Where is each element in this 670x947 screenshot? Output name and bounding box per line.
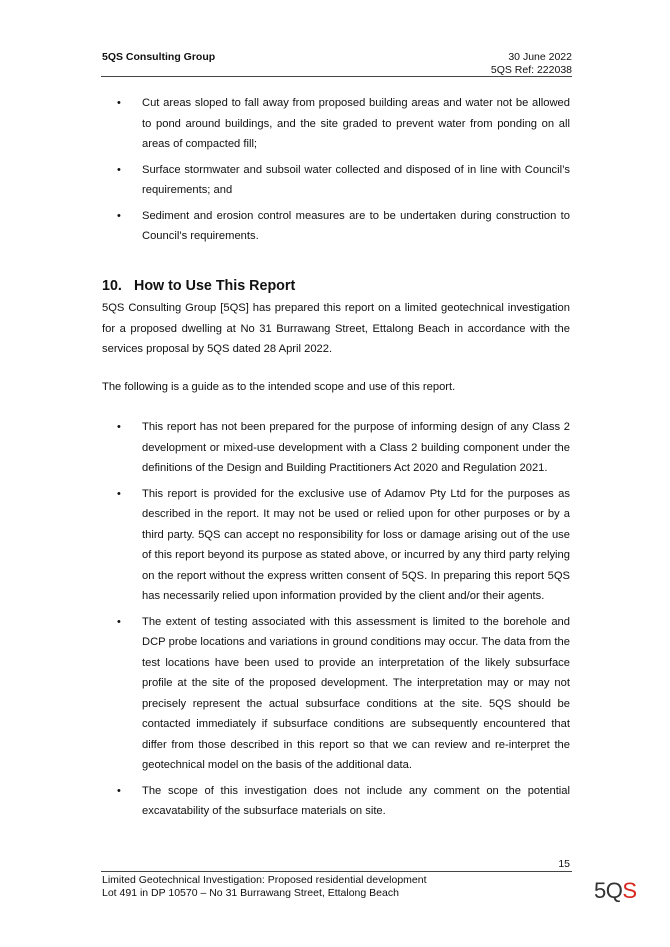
logo-text-accent: S <box>622 878 637 903</box>
section-heading <box>102 278 295 294</box>
logo-text-main: 5Q <box>594 878 623 903</box>
bullet-icon: • <box>117 615 121 628</box>
list-item <box>102 417 570 479</box>
company-logo <box>594 878 637 904</box>
list-item-text: Surface stormwater and subsoil water collected and disposed of in line with Council’s requirements; and <box>142 163 570 196</box>
list-item-text: Sediment and erosion control measures are to be undertaken during construction to Council’s requirements. <box>142 209 570 242</box>
header-divider <box>101 76 572 77</box>
list-item <box>102 206 570 247</box>
section-paragraph-intro: 5QS Consulting Group [5QS] has prepared this report on a limited geotechnical investigation for a proposed dwelling at No 31 Burrawang Street, Ettalong Beach in accordance with the services proposal by 5QS dated 28 April 2022. <box>102 302 570 355</box>
section-paragraph-guide: The following is a guide as to the intended scope and use of this report. <box>102 381 456 393</box>
header-ref: 5QS Ref: 222038 <box>490 64 572 76</box>
page-number: 15 <box>558 858 570 870</box>
section-number: 10. <box>102 278 122 294</box>
header-date: 30 June 2022 <box>508 51 572 63</box>
list-item <box>102 484 570 607</box>
header-meta <box>491 51 572 77</box>
list-item-text: Cut areas sloped to fall away from proposed building areas and water not be allowed to pond around buildings, and the site graded to prevent water from ponding on all areas of compacted fill; <box>142 97 570 150</box>
list-item <box>102 612 570 776</box>
footer-line-2: Lot 491 in DP 10570 – No 31 Burrawang Street, Ettalong Beach <box>102 886 399 899</box>
list-item <box>102 93 570 155</box>
list-item-text: The scope of this investigation does not include any comment on the potential excavatability of the subsurface materials on site. <box>142 784 570 817</box>
usage-bullet-list <box>102 417 570 827</box>
footer-line-1: Limited Geotechnical Investigation: Proposed residential development <box>102 874 427 886</box>
list-item <box>102 160 570 201</box>
list-item-text: This report has not been prepared for the purpose of informing design of any Class 2 development or mixed-use development with a Class 2 building component under the definitions of the Design and Building Practitioners Act 2020 and Regulation 2021. <box>142 421 570 474</box>
bullet-icon: • <box>117 487 121 500</box>
header-company: 5QS Consulting Group <box>102 51 216 63</box>
intro-bullet-list <box>102 93 570 252</box>
bullet-icon: • <box>117 209 121 222</box>
list-item-text: The extent of testing associated with this assessment is limited to the borehole and DCP probe locations and variations in ground conditions may occur. The data from the test locations have been used to provide an interpretation of the likely subsurface profile at the site of the proposed development. The interpretation may or may not precisely represent the actual subsurface conditions at the site. 5QS should be contacted immediately if subsurface conditions are subsequently encountered that differ from those described in this report so that we can review and re-interpret the geotechnical model on the basis of the additional data. <box>142 615 570 771</box>
bullet-icon: • <box>117 421 121 433</box>
section-title: How to Use This Report <box>134 278 296 294</box>
bullet-icon: • <box>117 97 121 109</box>
list-item-text: This report is provided for the exclusive use of Adamov Pty Ltd for the purposes as described in the report. It may not be used or relied upon for other purposes or by a third party. 5QS can accept no responsibility for loss or damage arising out of the use of this report beyond its purpose as stated above, or incurred by any third party relying on the report without the express written consent of 5QS. In preparing this report 5QS has necessarily relied upon information provided by the client and/or their agents. <box>142 487 570 602</box>
footer-text <box>102 874 427 899</box>
bullet-icon: • <box>117 163 121 176</box>
bullet-icon: • <box>117 784 121 797</box>
footer-divider <box>101 871 572 872</box>
list-item <box>102 781 570 822</box>
